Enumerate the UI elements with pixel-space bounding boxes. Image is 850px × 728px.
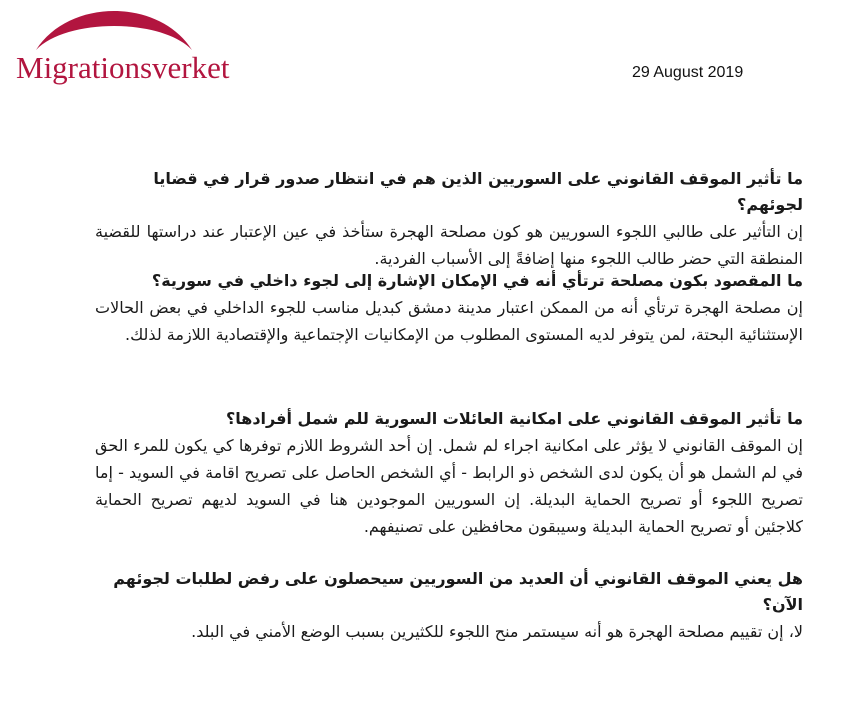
document-date: 29 August 2019: [632, 64, 744, 81]
logo-arc-icon: [14, 6, 214, 52]
question-3: ما تأثير الموقف القانوني على امكانية العائلات السورية للم شمل أفرادها؟: [225, 409, 803, 428]
answer-2: إن مصلحة الهجرة ترتأي أنه من الممكن اعتبار مدينة دمشق كبديل مناسب للجوء الداخلي في بعض الحالات الإستثنائية البحتة، لمن يتوفر لديه المستوى المطلوب من الإمكانيات الإجتماعية والإقتصادية اللازمة لذلك.: [95, 298, 803, 344]
answer-3: إن الموقف القانوني لا يؤثر على امكانية اجراء لم شمل. إن أحد الشروط اللازم توفرها كي يكون للمرء الحق في لم الشمل هو أن يكون لدى الشخص ذو الرابط - أي الشخص الحاصل على تصريح اقامة في السويد - إما تصريح اللجوء أو تصريح الحماية البديلة. إن السوريين الموجودين هنا في السويد لديهم تصريح الحماية كلاجئين أو تصريح الحماية البديلة وسيبقون محافظين على تصنيفهم.: [95, 436, 803, 536]
qa-block-1: [95, 166, 803, 272]
question-1: ما تأثير الموقف القانوني على السوريين الذين هم في انتظار صدور قرار في قضايا لجوئهم؟: [153, 169, 803, 214]
qa-block-4: [95, 566, 803, 645]
answer-4: لا، إن تقييم مصلحة الهجرة هو أنه سيستمر منح اللجوء للكثيرين بسبب الوضع الأمني في البلد.: [191, 622, 803, 641]
qa-block-3: [95, 406, 803, 540]
question-4: هل يعني الموقف القانوني أن العديد من السوريين سيحصلون على رفض لطلبات لجوئهم الآن؟: [113, 569, 803, 614]
answer-1: إن التأثير على طالبي اللجوء السوريين هو كون مصلحة الهجرة ستأخذ في عين الإعتبار عند دراستها للقضية المنطقة التي حضر طالب اللجوء منها إضافةً إلى الأسباب الفردية.: [95, 222, 803, 268]
question-2: ما المقصود بكون مصلحة ترتأي أنه في الإمكان الإشارة إلى لجوء داخلي في سورية؟: [151, 271, 803, 290]
qa-block-2: [95, 268, 803, 348]
logo-wordmark: Migrationsverket: [16, 50, 230, 85]
migrationsverket-logo: [14, 6, 230, 86]
